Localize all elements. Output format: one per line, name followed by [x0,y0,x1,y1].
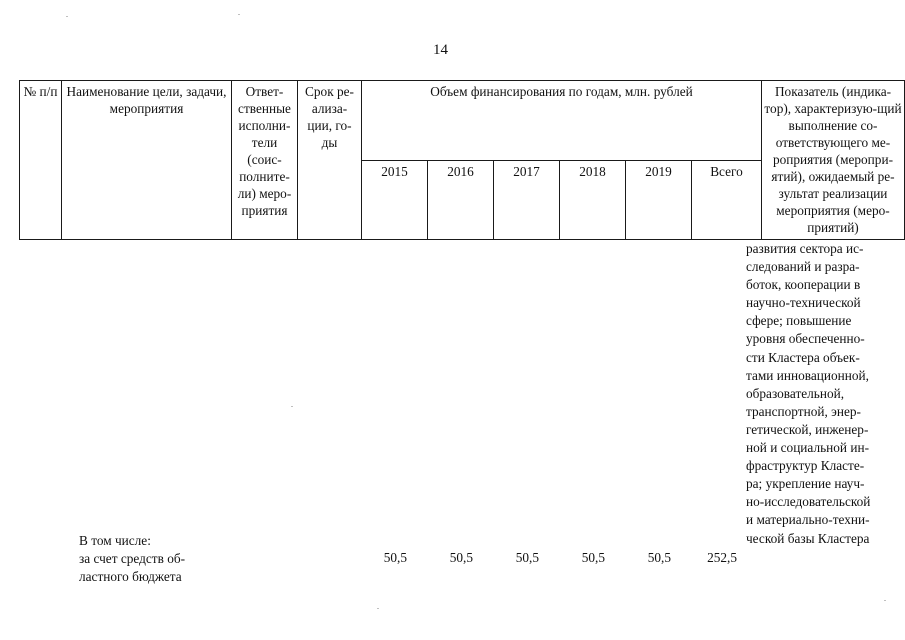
indicator-line: ческой базы Кластера [746,530,870,546]
header-financing: Объем финансирования по годам, млн. рублей [362,81,762,161]
value-2019: 50,5 [647,550,671,565]
page-number: 14 [433,42,448,58]
scan-speck [66,16,68,17]
including-label: В том числе: [79,533,151,548]
indicator-line: ной и социальной ин- [746,440,870,456]
indicator-line: ра; укрепление науч- [746,476,865,492]
funding-source-label: за счет средств об-ластного бюджета [79,551,186,584]
indicator-line: тами инновационной, [746,367,869,383]
indicator-line: но-исследовательской [746,494,871,510]
scan-speck [291,406,293,407]
header-indicator: Показатель (индика-тор), характеризую-щий выполнение со-ответствующего ме-роприятия (меропри-ятий), ожидаемый ре-зультат реализации мероприятия (меро-приятий) [762,81,905,240]
value-2016: 50,5 [449,550,473,565]
indicator-line: следований и разра- [746,259,860,275]
scan-speck [238,14,240,15]
scan-speck [377,608,379,609]
value-total: 252,5 [707,550,737,565]
indicator-continuation-text [746,240,898,548]
indicator-line: сфере; повышение [746,313,852,329]
indicator-line: боток, кооперации в [746,277,861,293]
indicator-line: фраструктур Класте- [746,458,865,474]
indicator-line: уровня обеспеченно- [746,331,865,347]
indicator-line: сти Кластера объек- [746,349,860,365]
scan-speck [884,600,886,601]
value-2015: 50,5 [383,550,407,565]
indicator-line: гетической, инженер- [746,421,869,437]
indicator-line: научно-технической [746,295,861,311]
header-year-2016: 2016 [428,160,494,240]
header-year-2018: 2018 [560,160,626,240]
header-name: Наименование цели, задачи, мероприятия [62,81,232,240]
indicator-line: и материально-техни- [746,512,870,528]
program-table-header [19,80,905,240]
header-year-total: Всего [692,160,762,240]
header-num: № п/п [20,81,62,240]
header-year-2017: 2017 [494,160,560,240]
value-2018: 50,5 [581,550,605,565]
header-year-2019: 2019 [626,160,692,240]
header-responsible: Ответ-ственные исполни-тели (соис-полните-ли) меро-приятия [232,81,298,240]
header-term: Срок ре-ализа-ции, го-ды [298,81,362,240]
indicator-line: образовательной, [746,385,845,401]
indicator-line: развития сектора ис- [746,241,864,256]
indicator-line: транспортной, энер- [746,403,861,419]
header-year-2015: 2015 [362,160,428,240]
value-2017: 50,5 [515,550,539,565]
